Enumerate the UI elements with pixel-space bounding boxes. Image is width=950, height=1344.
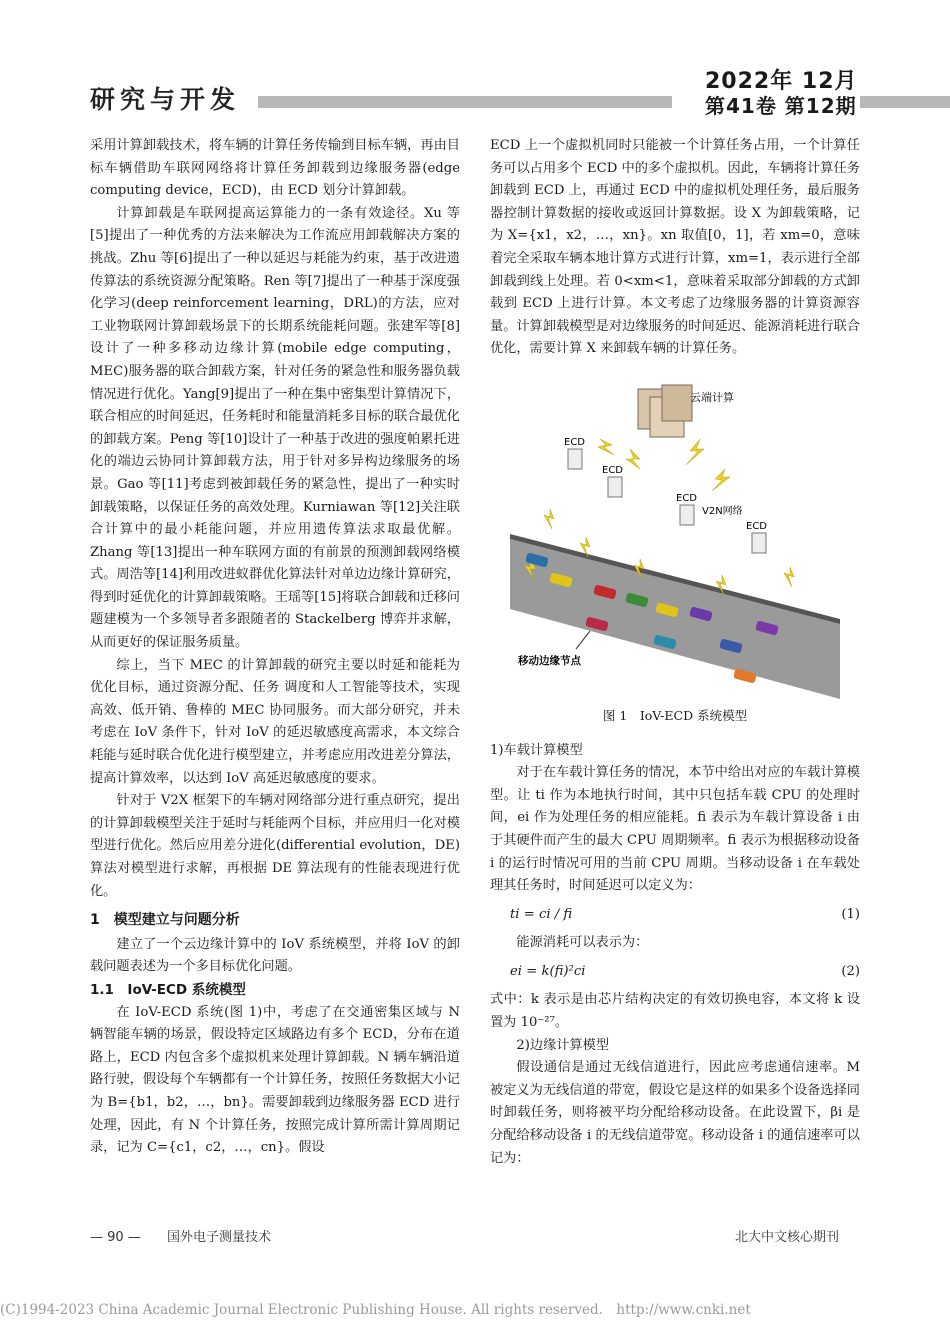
v2n-label: V2N网络: [702, 505, 743, 517]
ecd-server-icon: [568, 449, 582, 469]
paragraph: 能源消耗可以表示为：: [516, 935, 649, 951]
header-rule-left: [258, 96, 672, 108]
ecd-label: ECD: [564, 436, 586, 448]
journal-section-title: 研究与开发: [90, 85, 241, 114]
paragraph: ECD 上一个虚拟机同时只能被一个计算任务占用，一个计算任务可以占用多个 ECD 中的多个虚拟机。因此，车辆将计算任务卸载到 ECD 上，再通过 ECD 中的虚拟机处理任务，最后服务器控制计算数据的接收或返回计算数据。设 X 为卸载策略，记为 X={x1，x2，…，xn}。xn 取值[0，1]，若 xm=0，意味着完全采取车辆本地计算方式进行计算，xm=1，表示进行全部卸载到线上处理。若 0<xm<1，意味着采取部分卸载的方式卸载到 ECD 上进行计算。本文考虑了边缘服务器的计算资源容量。计算卸载模型是对边缘服务的时间延迟、能源消耗进行联合优化，需要计算 X 来卸载车辆的计算任务。: [490, 138, 860, 357]
equation-number: (1): [841, 906, 860, 922]
paragraph: 针对于 V2X 框架下的车辆对网络部分进行重点研究，提出的计算卸载模型关注于延时与耗能两个目标，并应用归一化对模型进行优化。然后应用差分进化(differential evolution，DE)算法对模型进行求解，再根据 DE 算法现有的性能表现进行优化。: [90, 793, 460, 899]
equation-body: ti = ci / fi: [510, 906, 573, 922]
cloud-label: 云端计算: [690, 390, 734, 404]
subsubsection-heading: 2)边缘计算模型: [516, 1037, 610, 1053]
subsection-heading: 1.1 IoV-ECD 系统模型: [90, 981, 246, 998]
issue-volume: 第41卷 第12期: [705, 94, 857, 118]
paragraph: 对于在车载计算任务的情况，本节中给出对应的车载计算模型。让 ti 作为本地执行时间，其中只包括车载 CPU 的处理时间，ei 作为处理任务的相应能耗。fi 表示为车载计算设备 i 由于其硬件而产生的最大 CPU 周期频率。fi 表示为根据移动设备 i 的运行时情况可用的当前 CPU 周期。当移动设备 i 在车载处理其任务时，时间延迟可以定义为：: [490, 765, 860, 894]
paragraph: 建立了一个云边缘计算中的 IoV 系统模型，并将 IoV 的卸载问题表述为一个多目标优化问题。: [90, 936, 460, 975]
page-number: — 90 —: [90, 1230, 141, 1245]
ecd-server-icon: [752, 533, 766, 553]
ecd-server-icon: [680, 505, 694, 525]
copyright-notice: (C)1994-2023 China Academic Journal Electronic Publishing House. All rights reserved. http://www.cnki.net: [0, 1302, 751, 1318]
mobile-node-label: 移动边缘节点: [518, 654, 581, 667]
figure-caption: 图 1 IoV-ECD 系统模型: [602, 707, 748, 723]
ecd-label: ECD: [746, 520, 768, 532]
paragraph: 采用计算卸载技术，将车辆的计算任务传输到目标车辆，再由目标车辆借助车联网网络将计算任务卸载到边缘服务器(edge computing device，ECD)，由 ECD 划分计算卸载。: [90, 138, 460, 199]
journal-name: 国外电子测量技术: [166, 1230, 271, 1245]
figure-iov-ecd: [490, 379, 860, 699]
right-column: [490, 135, 860, 1170]
ecd-server-icon: [608, 477, 622, 497]
ecd-label: ECD: [676, 492, 698, 504]
equation-2: [490, 955, 860, 990]
left-column: [90, 135, 460, 1160]
equation-number: (2): [841, 963, 860, 979]
header-rule-right: [860, 96, 950, 108]
road: [510, 539, 840, 699]
footer-core-label: 北大中文核心期刊: [735, 1230, 840, 1245]
ecd-label: ECD: [602, 464, 624, 476]
system-model-diagram: [490, 379, 860, 699]
issue-date: 2022年 12月: [705, 69, 858, 94]
paragraph: 在 IoV-ECD 系统(图 1)中，考虑了在交通密集区域与 N 辆智能车辆的场景，假设特定区域路边有多个 ECD，分布在道路上，ECD 内包含多个虚拟机来处理计算卸载。N 辆车辆沿道路行驶，假设每个车辆都有一个计算任务，按照任务数据大小记为 B={b1，b2，…，bn}。需要卸载到边缘服务器 ECD 进行处理，因此，有 N 个计算任务，按照完成计算所需计算周期记录，记为 C={c1，c2，…，cn}。假设: [90, 1004, 460, 1156]
equation-1: [490, 898, 860, 933]
paragraph: 综上，当下 MEC 的计算卸载的研究主要以时延和能耗为优化目标，通过资源分配、任务 调度和人工智能等技术，实现高效、低开销、鲁棒的 MEC 协同服务。而大部分研究，并未考虑在 IoV 条件下，针对 IoV 的延迟敏感度高需求，本文综合耗能与延时联合优化进行模型建立，并考虑应用改进差分算法，提高计算效率，以达到 IoV 高延迟敏感度的要求。: [90, 657, 460, 786]
section-heading: 1 模型建立与问题分析: [90, 912, 240, 929]
subsubsection-heading: 1)车载计算模型: [490, 742, 583, 758]
equation-body: ei = k(fi)²ci: [510, 963, 586, 979]
paragraph: 假设通信是通过无线信道进行，因此应考虑通信速率。M 被定义为无线信道的带宽，假设它是这样的如果多个设备选择同时卸载任务，则将被平均分配给移动设备。在此设置下，βi 是分配给移动设备 i 的无线信道带宽。移动设备 i 的通信速率可以记为：: [490, 1060, 860, 1166]
cloud-server-icon: [638, 385, 692, 437]
paragraph: 计算卸载是车联网提高运算能力的一条有效途径。Xu 等[5]提出了一种优秀的方法来解决为工作流应用卸载解决方案的挑战。Zhu 等[6]提出了一种以延迟与耗能为约束，基于改进遗传算法的系统资源分配策略。Ren 等[7]提出了一种基于深度强化学习(deep reinforcement learning，DRL)的方法，应对工业物联网计算卸载场景下的长期系统能耗问题。张建军等[8]设计了一种多移动边缘计算(mobile edge computing，MEC)服务器的联合卸载方案，针对任务的紧急性和服务器负载情况进行优化。Yang[9]提出了一种在集中密集型计算情况下，联合相应的时间延迟，任务耗时和能量消耗多目标的联合最优化的卸载方案。Peng 等[10]设计了一种基于改进的强度帕累托进化的端边云协同计算卸载方法，用于针对多异构边缘服务的场景。Gao 等[11]考虑到被卸载任务的紧急性，提出了一种实时卸载策略，以保证任务的高效处理。Kurniawan 等[12]关注联合计算中的最小耗能问题，并应用遗传算法求取最优解。Zhang 等[13]提出一种车联网方面的有前景的预测卸载网络模式。周浩等[14]利用改进蚁群优化算法针对单边边缘计算研究，得到时延优化的计算卸载策略。王瑶等[15]将联合卸载和迁移问题建模为一个多领导者多跟随者的 Stackelberg 博弈并求解，从而更好的保证服务质量。: [90, 205, 460, 651]
paragraph: 式中：k 表示是由芯片结构决定的有效切换电容，本文将 k 设置为 10⁻²⁷。: [490, 992, 860, 1031]
footer-left: [90, 1226, 271, 1245]
